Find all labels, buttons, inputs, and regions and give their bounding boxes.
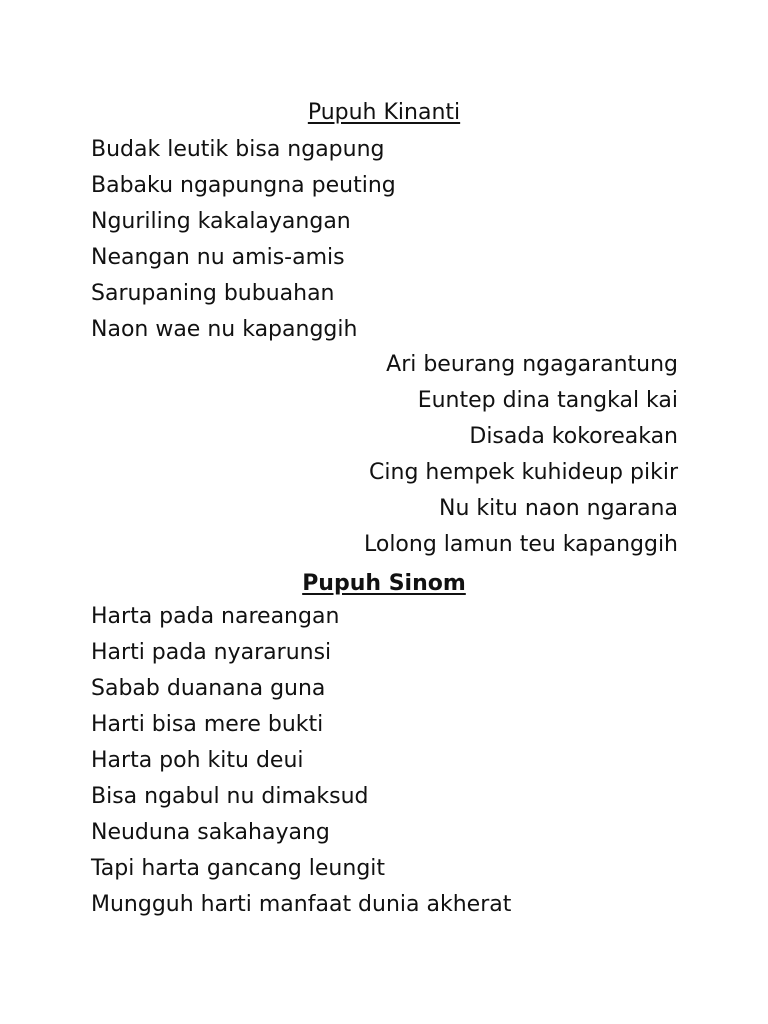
kinanti-stanza-left <box>91 132 396 348</box>
poem-line: Ari beurang ngagarantung <box>386 352 678 377</box>
poem-line: Cing hempek kuhideup pikir <box>369 460 678 485</box>
poem-line: Nguriling kakalayangan <box>91 209 351 234</box>
poem-line: Nu kitu naon ngarana <box>439 496 678 521</box>
section-title-sinom: Pupuh Sinom <box>302 571 466 596</box>
poem-line: Babaku ngapungna peuting <box>91 173 396 198</box>
poem-line: Tapi harta gancang leungit <box>91 856 386 881</box>
poem-line: Sarupaning bubuahan <box>91 281 335 306</box>
poem-line: Mungguh harti manfaat dunia akherat <box>91 892 512 917</box>
poem-line: Neuduna sakahayang <box>91 820 330 845</box>
poem-line: Harti bisa mere bukti <box>91 712 324 737</box>
poem-line: Harta pada nareangan <box>91 604 340 629</box>
poem-line: Lolong lamun teu kapanggih <box>363 532 678 557</box>
sinom-stanza <box>91 599 511 923</box>
poem-line: Disada kokoreakan <box>469 424 678 449</box>
poem-line: Bisa ngabul nu dimaksud <box>91 784 369 809</box>
poem-line: Neangan nu amis-amis <box>91 245 345 270</box>
poem-line: Budak leutik bisa ngapung <box>91 137 385 162</box>
section-title-kinanti: Pupuh Kinanti <box>307 100 461 125</box>
poem-line: Naon wae nu kapanggih <box>91 317 358 342</box>
poem-line: Sabab duanana guna <box>91 676 326 701</box>
poem-line: Euntep dina tangkal kai <box>417 388 678 413</box>
kinanti-stanza-right <box>364 347 678 563</box>
poem-line: Harta poh kitu deui <box>91 748 304 773</box>
poem-line: Harti pada nyararunsi <box>91 640 332 665</box>
